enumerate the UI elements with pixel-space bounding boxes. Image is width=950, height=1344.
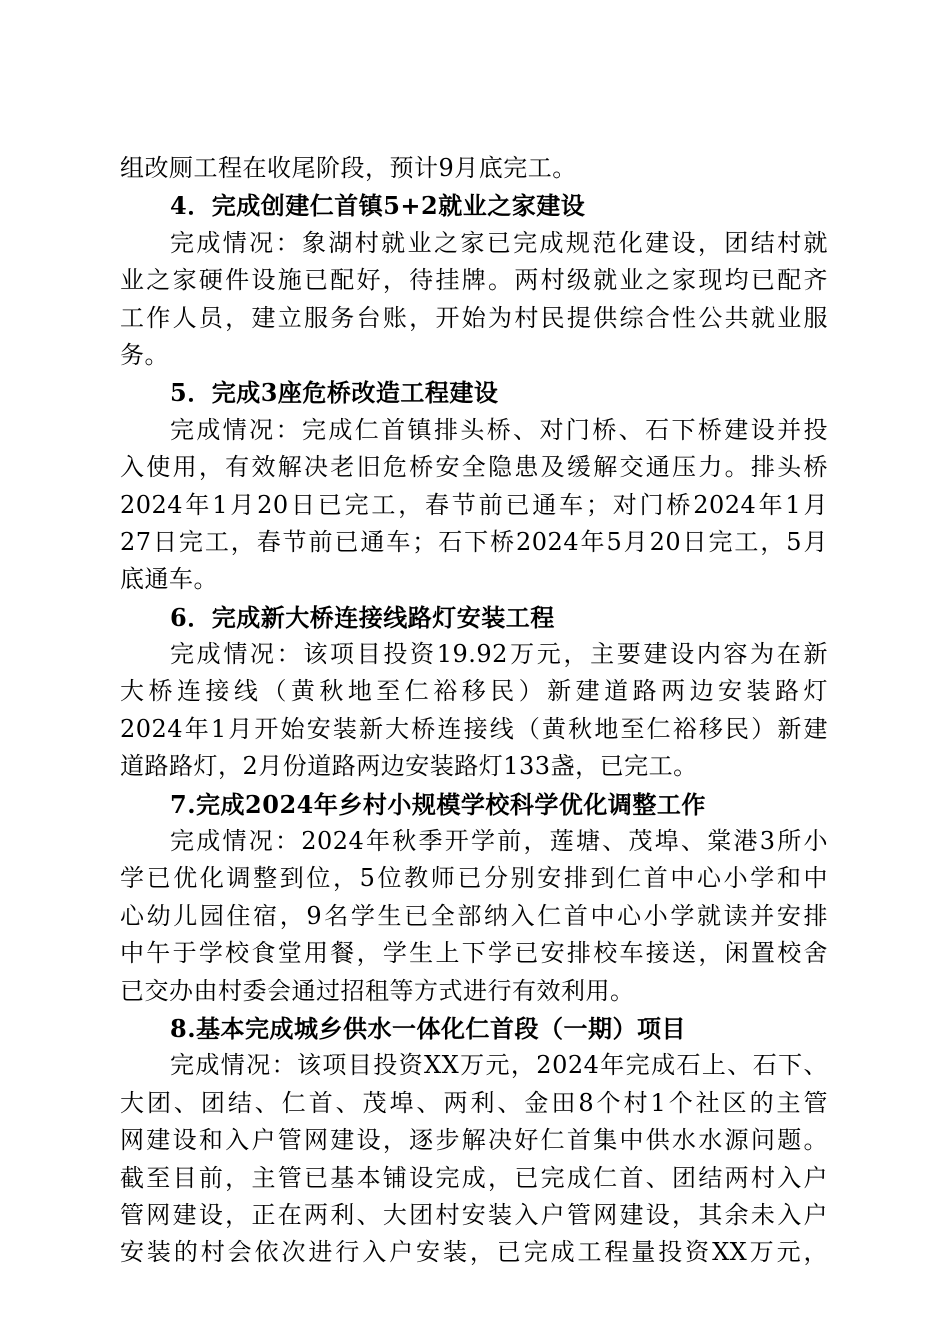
paragraph-line: 完成情况：象湖村就业之家已完成规范化建设，团结村就 [170, 228, 828, 257]
paragraph-line: 2024年1月开始安装新大桥连接线（黄秋地至仁裕移民）新建 [120, 714, 828, 743]
paragraph-line: 网建设和入户管网建设，逐步解决好仁首集中供水水源问题。 [120, 1126, 828, 1155]
paragraph-line: 管网建设，正在两利、大团村安装入户管网建设，其余未入户 [120, 1200, 828, 1229]
paragraph-line: 完成情况：该项目投资XX万元，2024年完成石上、石下、 [170, 1051, 828, 1080]
paragraph-line: 完成情况：该项目投资19.92万元，主要建设内容为在新 [170, 640, 828, 669]
paragraph-line: 务。 [120, 340, 169, 369]
paragraph-line: 业之家硬件设施已配好，待挂牌。两村级就业之家现均已配齐 [120, 266, 828, 295]
paragraph-line: 完成情况：完成仁首镇排头桥、对门桥、石下桥建设并投 [170, 415, 828, 444]
section-heading-8: 8.基本完成城乡供水一体化仁首段（一期）项目 [170, 1013, 687, 1043]
paragraph-line: 学已优化调整到位，5位教师已分别安排到仁首中心小学和中 [120, 864, 828, 893]
paragraph-line: 道路路灯，2月份道路两边安装路灯133盏，已完工。 [120, 752, 698, 781]
paragraph-line: 截至目前，主管已基本铺设完成，已完成仁首、团结两村入户 [120, 1163, 828, 1192]
paragraph-line: 27日完工，春节前已通车；石下桥2024年5月20日完工，5月 [120, 527, 828, 556]
paragraph-line: 已交办由村委会通过招租等方式进行有效利用。 [120, 976, 635, 1005]
section-heading-5: 5．完成3座危桥改造工程建设 [170, 378, 499, 408]
paragraph-line: 大桥连接线（黄秋地至仁裕移民）新建道路两边安装路灯 [120, 677, 828, 706]
paragraph-line: 组改厕工程在收尾阶段，预计9月底完工。 [120, 154, 577, 182]
paragraph-line: 心幼儿园住宿，9名学生已全部纳入仁首中心小学就读并安排 [120, 901, 828, 930]
paragraph-line: 中午于学校食堂用餐，学生上下学已安排校车接送，闲置校舍 [120, 939, 828, 968]
section-heading-6: 6．完成新大桥连接线路灯安装工程 [170, 602, 555, 632]
paragraph-line: 2024年1月20日已完工，春节前已通车；对门桥2024年1月 [120, 490, 828, 519]
section-heading-4: 4．完成创建仁首镇5+2就业之家建设 [170, 191, 586, 221]
paragraph-line: 工作人员，建立服务台账，开始为村民提供综合性公共就业服 [120, 303, 828, 332]
paragraph-line: 完成情况：2024年秋季开学前，莲塘、茂埠、棠港3所小 [170, 827, 828, 856]
section-heading-7: 7.完成2024年乡村小规模学校科学优化调整工作 [170, 789, 706, 819]
document-body [120, 150, 828, 1272]
paragraph-line: 大团、团结、仁首、茂埠、两利、金田8个村1个社区的主管 [120, 1088, 828, 1117]
paragraph-line: 安装的村会依次进行入户安装，已完成工程量投资XX万元， [120, 1238, 828, 1267]
paragraph-line: 入使用，有效解决老旧危桥安全隐患及缓解交通压力。排头桥 [120, 453, 828, 482]
paragraph-line: 底通车。 [120, 565, 218, 594]
